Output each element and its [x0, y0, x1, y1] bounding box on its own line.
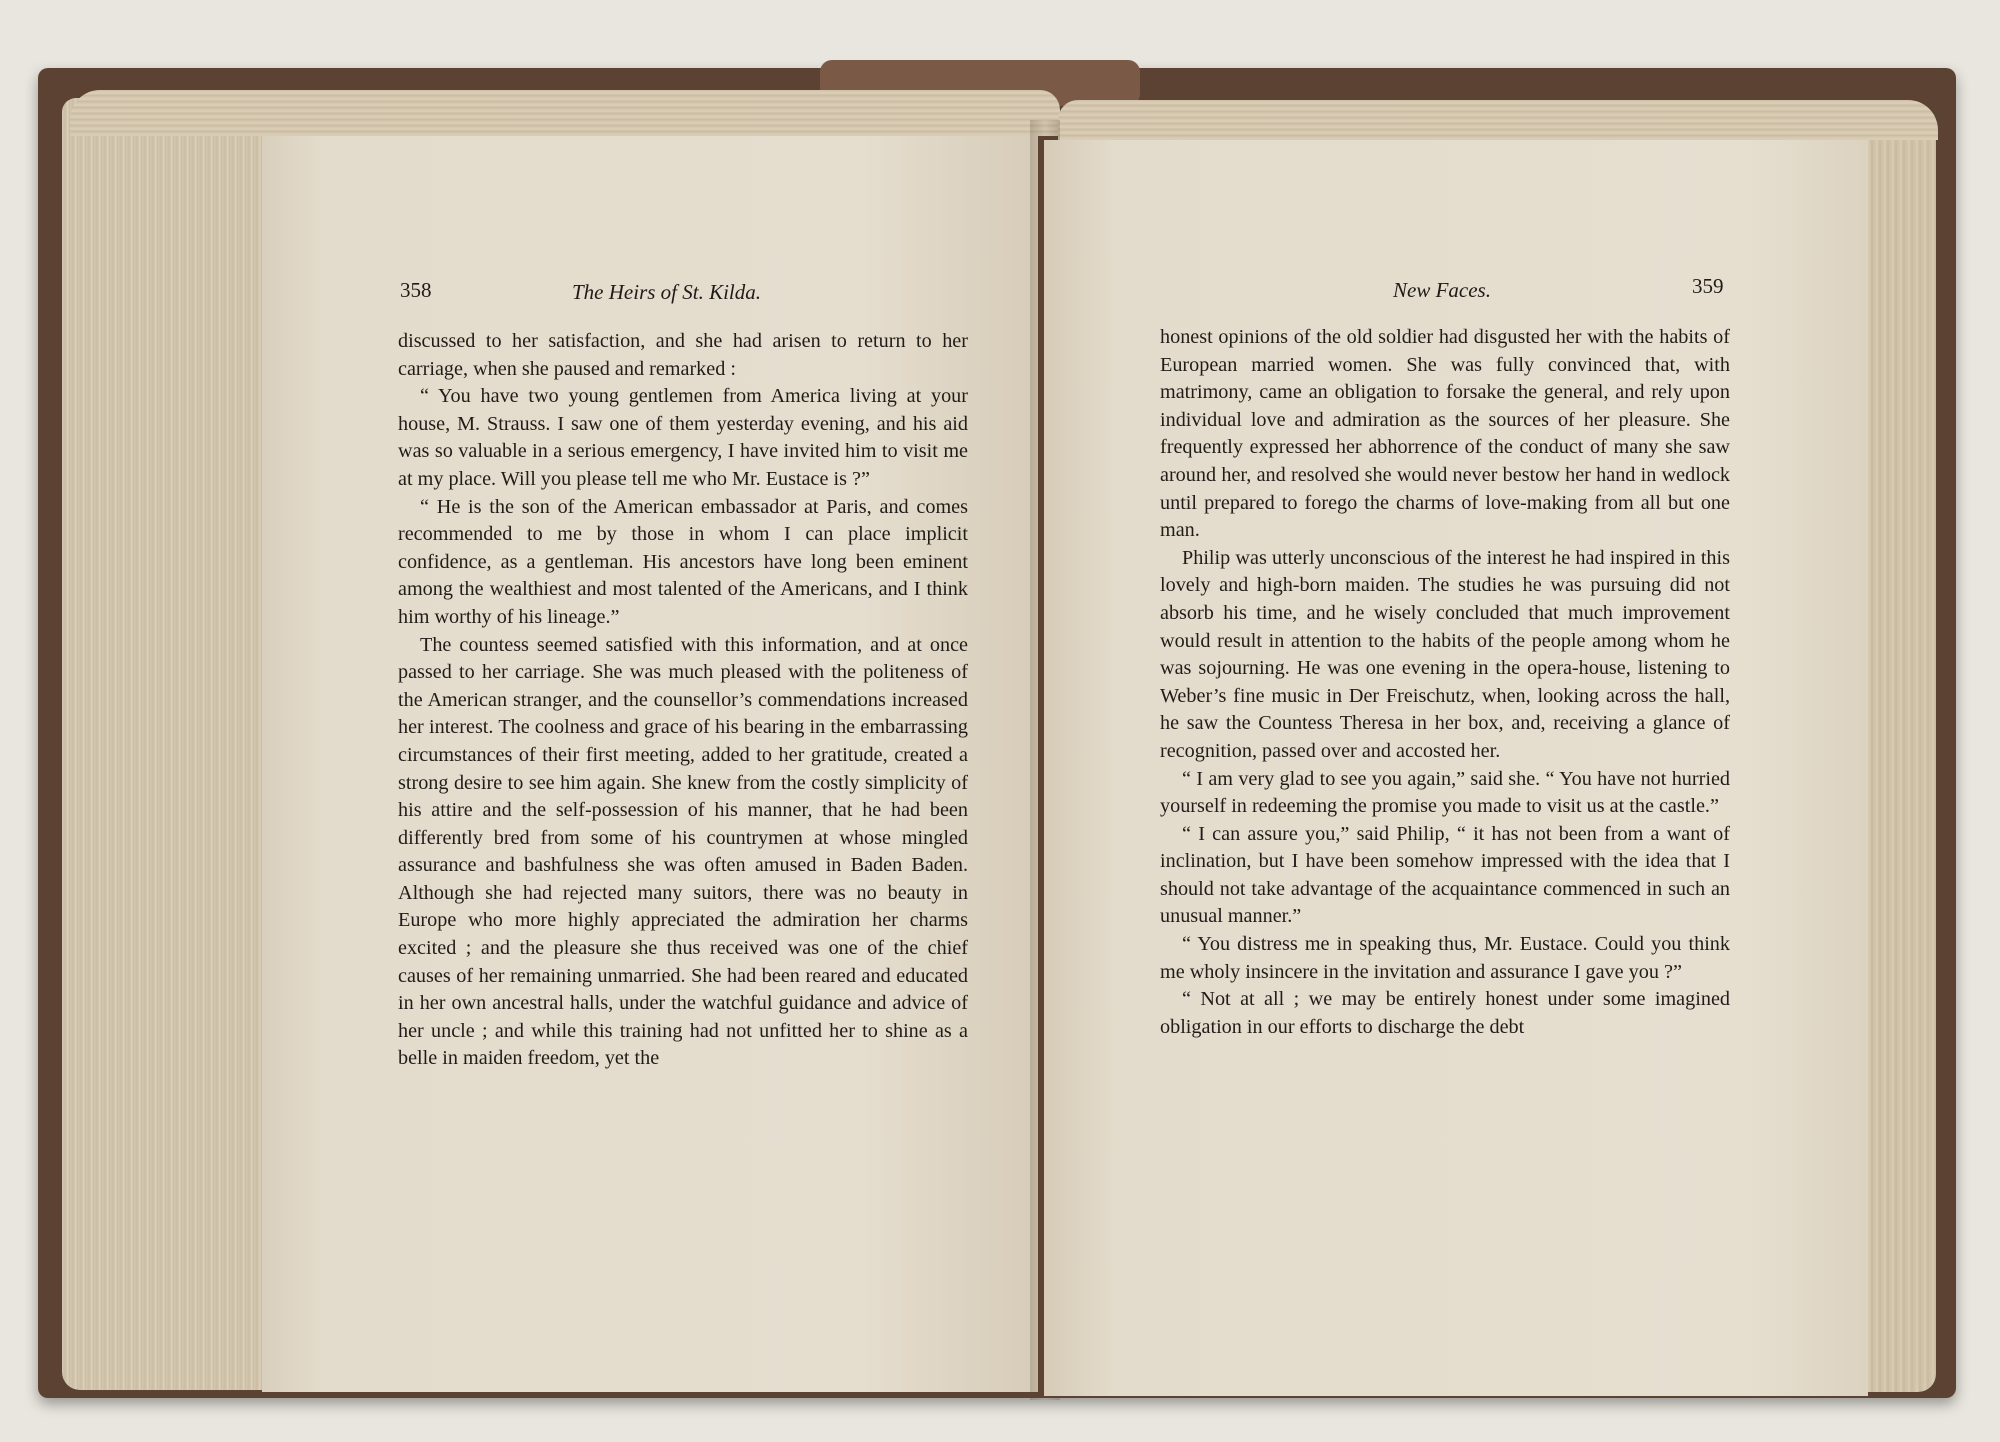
- left-page-body: [398, 328, 968, 1073]
- paragraph: The countess seemed satisfied with this information, and at once passed to her carriage. She was much pleased with the politeness of the American stranger, and the counsellor’s commendations increased her interest. The coolness and grace of his bearing in the embarrassing circumstances of their first meeting, added to her gratitude, created a strong desire to see him again. She knew from the costly simplicity of his attire and the self-possession of his manner, that he had been differently bred from some of his countrymen at whose mingled assurance and bashfulness she was often amused in Baden Baden. Although she had rejected many suitors, there was no beauty in Europe who more highly appreciated the admiration her charms excited ; and the pleasure she thus received was one of the chief causes of her remaining unmarried. She had been reared and educated in her own ancestral halls, under the watchful guidance and advice of her uncle ; and while this training had not unfitted her to shine as a belle in maiden freedom, yet the: [398, 633, 968, 1070]
- paragraph: honest opinions of the old soldier had disgusted her with the habits of European married women. She was fully convinced that, with matrimony, came an obligation to forsake the general, and rely upon individual love and admiration as the sources of her pleasure. She frequently expressed her abhorrence of the conduct of many she saw around her, and resolved she would never bestow her hand in wedlock until prepared to forego the charms of love-making from all but one man.: [1160, 326, 1730, 542]
- left-page: [262, 136, 1038, 1392]
- left-page-number: 358: [400, 278, 432, 302]
- paragraph: “ You distress me in speaking thus, Mr. Eustace. Could you think me wholy insincere in the invitation and assurance I gave you ?”: [1160, 933, 1730, 983]
- right-page-edges: [1858, 112, 1936, 1392]
- right-page-body: [1160, 324, 1730, 1041]
- right-top-edges: [1058, 100, 1938, 140]
- paragraph: “ Not at all ; we may be entirely honest under some imagined obligation in our efforts to discharge the debt: [1160, 988, 1730, 1038]
- paragraph: “ I can assure you,” said Philip, “ it has not been from a want of inclination, but I have been somehow impressed with the idea that I should not take advantage of the acquaintance commenced in such an unusual manner.”: [1160, 822, 1730, 928]
- left-page-edges: [62, 98, 282, 1390]
- right-running-title: New Faces.: [1393, 278, 1491, 302]
- paragraph: “ He is the son of the American embassador at Paris, and comes recommended to me by those in whom I can place implicit confidence, as a gentleman. His ancestors have long been eminent among the wealthiest and most talented of the Americans, and I think him worthy of his lineage.”: [398, 495, 968, 628]
- paragraph: “ You have two young gentlemen from America living at your house, M. Strauss. I saw one of them yesterday evening, and his aid was so valuable in a serious emergency, I have invited him to visit me at my place. Will you please tell me who Mr. Eustace is ?”: [398, 385, 968, 490]
- right-page-number: 359: [1692, 274, 1724, 298]
- right-page: [1044, 140, 1868, 1396]
- left-top-edges: [70, 90, 1060, 136]
- paragraph: Philip was utterly unconscious of the interest he had inspired in this lovely and high-born maiden. The studies he was pursuing did not absorb his time, and he wisely concluded that much improvement would result in attention to the habits of the people among whom he was sojourning. He was one evening in the opera-house, listening to Weber’s fine music in Der Freischutz, when, looking across the hall, he saw the Countess Theresa in her box, and, receiving a glance of recognition, passed over and accosted her.: [1160, 546, 1730, 762]
- left-running-title: The Heirs of St. Kilda.: [572, 280, 762, 304]
- paragraph: “ I am very glad to see you again,” said she. “ You have not hurried yourself in redeeming the promise you made to visit us at the castle.”: [1160, 767, 1730, 818]
- paragraph: discussed to her satisfaction, and she had arisen to return to her carriage, when she paused and remarked :: [398, 330, 968, 380]
